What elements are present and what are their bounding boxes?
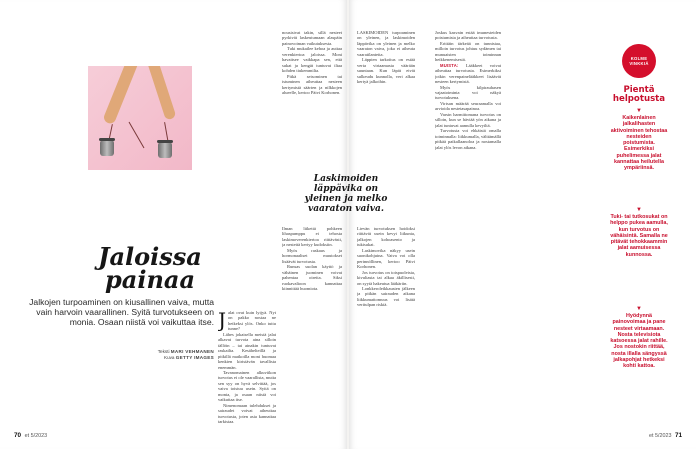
paragraph: alat ovat kuin lyijyä. Nyt on pakko nostaa ne hetkeksi ylös. Onko tuttu tunne? bbox=[228, 310, 276, 332]
issue-number: 5/2023 bbox=[30, 433, 48, 439]
tip-text: Hyödynnä painovoimaa ja pane nesteet virtaamaan. Nosta televisiota katsoessa jalat rahille. Jos nostokin riittää, nosta illalla sängyssä jalkapohjat hetkeksi kohti kattoa. bbox=[610, 313, 668, 370]
tip-text: Kaikenlainen jalkalihasten aktivoiminen tehostaa nesteiden poistumista. Esimerkiksi puhelimessa jalat kannattaa heilutella ympäriinsä. bbox=[610, 115, 668, 172]
doll-leg-right bbox=[146, 66, 176, 121]
arrow-down-icon: ▼ bbox=[636, 207, 642, 213]
paragraph: Varsin harmittomana turvotus on silloin, kun se häviää yön aikana ja jalat tuntuvat aamulla kevyiltä. bbox=[435, 111, 501, 128]
credit-label: Kuva bbox=[164, 354, 175, 360]
paragraph: Nimenomaan tulehdukset ja sairaudet voivat aiheuttaa turvotusta, joten asia kannattaa tarkistaa. bbox=[218, 402, 276, 425]
paragraph: Myös raskaus ja hormonaaliset muutokset lisäävät turvotusta. bbox=[282, 247, 342, 264]
paragraph: Jos turvotus on toispuoleista, kivuliasta tai alkaa äkillisesti, on syytä hakeutua lääkäriin. bbox=[357, 269, 415, 286]
tips-sidebar bbox=[610, 0, 668, 449]
paragraph: LASKIMOIDEN turpoaminen on yleinen, ja laskimoiden läppävika on yleinen ja melko vaaraton vaiva, joka ei aiheuta vaaratilanteita. bbox=[357, 30, 415, 57]
credit-label: Teksti bbox=[157, 349, 170, 354]
page-number: 71 bbox=[675, 432, 683, 439]
paragraph: Lähes jokaisella meistä jalat alkavat turvota aina silloin tällöin – tai ainakin tuntuvat raskailta. Kesähelteillä ja pitkillä matkoilla moni huomaa kenkien kiristävän tavallista enemmän. bbox=[218, 331, 276, 370]
tip-item bbox=[610, 207, 668, 258]
pull-quote: Laskimoiden läppävika on yleinen ja melko vaaraton vaiva. bbox=[304, 174, 388, 214]
paragraph: Tavanomainen alkuviikon turvotus ei ole vaarallista, mutta sen syy on hyvä selvittää, jos vaiva toistuu usein. Syitä on monia, ja osaan niistä voi vaikuttaa itse. bbox=[218, 369, 276, 403]
arrow-down-icon: ▼ bbox=[636, 108, 642, 114]
badge-label: KOLME VINKKIÄ bbox=[629, 56, 649, 66]
magazine-name: et bbox=[24, 433, 30, 439]
paragraph: Myös kilpirauhasen vajaatoiminta voi näkyä turvotuksena. bbox=[435, 84, 501, 101]
lead-in-word: MUISTA: bbox=[440, 62, 459, 68]
body-column-3b bbox=[357, 226, 415, 430]
weight-cord bbox=[129, 122, 145, 148]
issue-number: 5/2023 bbox=[655, 433, 672, 439]
paragraph: nousisivat takin, sillä nesteet pyrkivät laskeutumaan alaspäin painovoiman vaikutuksesta. bbox=[282, 30, 342, 46]
paragraph: Läppien tarkoitus on estää verta virtaamasta väärään suuntaan. Kun läpät eivät sulkeudu kunnolla, veri alkaa kertyä jalkoihin. bbox=[357, 57, 415, 85]
article-lead: Jalkojen turpoaminen on kiusallinen vaiva, mutta vain harvoin vaarallinen. Syitä turvotukseen on monia. Osaan niistä voi vaikuttaa itse. bbox=[29, 297, 214, 327]
paragraph: Lonkkeroleikkausten jälkeen ja pitkän sairauden aikana liikkumattomuus voi lisätä veritulpan riskiä. bbox=[357, 285, 415, 308]
article-credits bbox=[120, 349, 214, 360]
paragraph: MUISTA: Lääkkeet voivat aiheuttaa turvotusta. Esimerkiksi jotkin verenpainelääkkeet lisäävät nesteen kertymistä. bbox=[435, 62, 501, 85]
paragraph: Runsas suolan käyttö ja vähäinen juominen voivat pahentaa oireita. Siksi ruokavalioon kannattaa kiinnittää huomiota. bbox=[282, 264, 342, 291]
feature-photo bbox=[88, 66, 192, 170]
page-number: 70 bbox=[14, 432, 22, 439]
arrow-down-icon: ▼ bbox=[636, 306, 642, 312]
tips-badge bbox=[622, 44, 656, 78]
paragraph: Joskus kasvain estää imunesteiden poistumista ja aiheuttaa turvotusta. bbox=[435, 30, 501, 41]
body-column-2b bbox=[282, 226, 342, 430]
body-column-4 bbox=[435, 30, 501, 430]
metal-weight bbox=[158, 142, 172, 158]
tip-item bbox=[610, 306, 668, 370]
sidebar-title: Pientä helpotusta bbox=[612, 85, 666, 104]
credit-author: MARI VEHMANEN bbox=[170, 349, 214, 354]
metal-weight bbox=[100, 140, 114, 156]
paragraph: Virtsan määrää seuraamalla voi arvioida nestetasapainoa. bbox=[435, 100, 501, 112]
paragraph: Lievän turvotuksen hoidoksi riittävät usein kevyt liikunta, jalkojen kohoasento ja tukisukat. bbox=[357, 226, 415, 248]
paragraph: Ilman liikettä pohkeen lihaspumppu ei tehosta laskimoverenkiertoa riittävästi, ja nestettä kertyy kudoksiin. bbox=[282, 226, 342, 248]
magazine-name: et bbox=[649, 433, 654, 439]
credit-photo: GETTY IMAGES bbox=[175, 354, 214, 360]
paragraph: Pitkä seisominen tai istuminen aiheuttaa nesteen kertymistä säärten ja nilkkojen alueelle, kertoo Päivi Korhonen. bbox=[282, 73, 342, 95]
body-column-3a bbox=[357, 30, 415, 170]
paragraph: Erittäin tärkeää on tunnistaa, milloin turvotus johtuu sydämen tai munuaisten toiminnan heikkenemisestä. bbox=[435, 40, 501, 63]
paragraph: Tuki mukailee kehoa ja auttaa verenkiertoa jaloissa. Moni havaitsee vaikkapa sen, että sukat ja kengät tuntuvat iltaa kohden tiukemmilta. bbox=[282, 46, 342, 74]
article-headline: Jaloissa painaa bbox=[98, 242, 202, 294]
paragraph: Laskimovika näkyy usein suonikohjuina. Vaiva voi olla perinnöllinen, kertoo Päivi Korhonen. bbox=[357, 247, 415, 270]
body-column-2a bbox=[282, 30, 342, 170]
doll-leg-left bbox=[102, 66, 139, 125]
drop-cap: J bbox=[218, 310, 227, 332]
body-column-1 bbox=[218, 310, 276, 428]
left-folio bbox=[12, 432, 47, 439]
paragraph: Turvotusta voi ehkäistä omalla toiminnalla: liikkumalla, välttämällä pitkää paikallaanoloa ja nostamalla jalat ylös levon aikana. bbox=[435, 128, 501, 150]
left-page bbox=[0, 0, 347, 449]
tip-item bbox=[610, 108, 668, 172]
tip-text: Tuki- tai tutkosukat on helppo pukea aamulla, kun turvotus on vähäisintä. Samalla ne pitävät tehokkaammin jalat aamuisessa kunnossa. bbox=[610, 214, 668, 258]
